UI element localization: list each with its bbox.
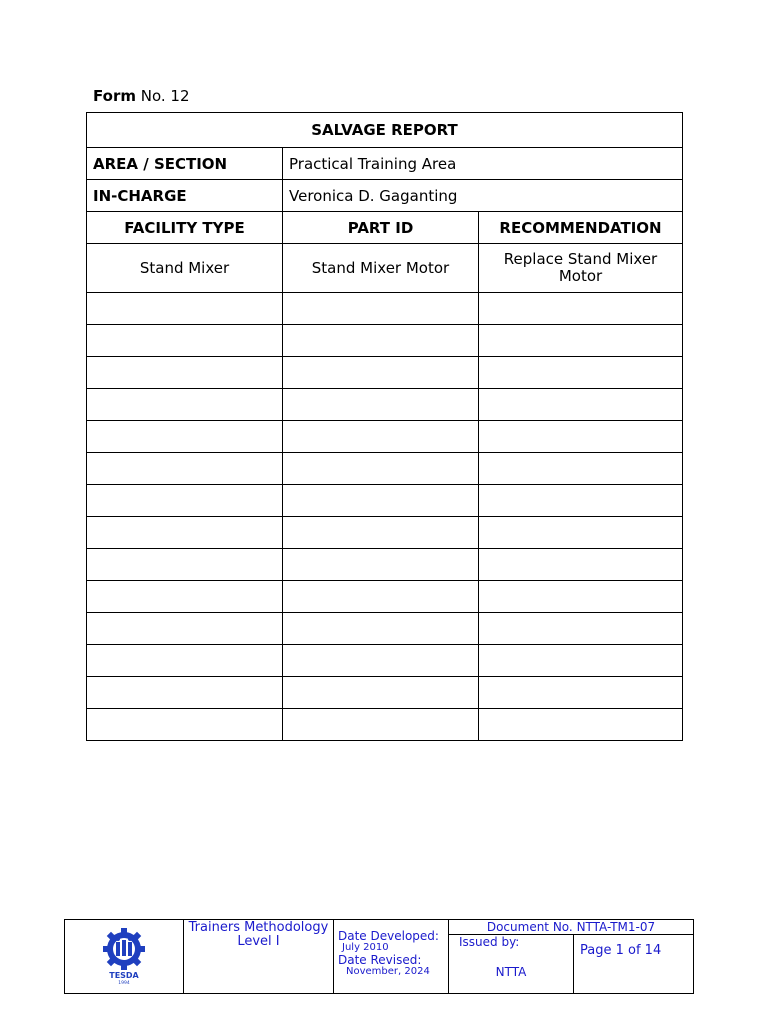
in-charge-value: Veronica D. Gaganting <box>283 180 683 212</box>
document-number: Document No. NTTA-TM1-07 <box>449 920 694 935</box>
empty-cell <box>87 453 283 485</box>
empty-cell <box>87 613 283 645</box>
empty-table-row <box>87 293 683 325</box>
empty-cell <box>283 357 479 389</box>
program-title: Trainers Methodology Level I <box>184 920 334 994</box>
empty-cell <box>87 581 283 613</box>
date-developed-label: Date Developed: <box>338 929 439 943</box>
form-number <box>93 87 190 105</box>
empty-table-row <box>87 613 683 645</box>
empty-cell <box>283 709 479 741</box>
empty-cell <box>479 677 683 709</box>
empty-cell <box>479 549 683 581</box>
empty-cell <box>479 709 683 741</box>
part-id-cell: Stand Mixer Motor <box>283 244 479 293</box>
empty-cell <box>87 549 283 581</box>
empty-cell <box>479 645 683 677</box>
area-section-label: AREA / SECTION <box>87 148 283 180</box>
empty-cell <box>87 421 283 453</box>
empty-cell <box>283 485 479 517</box>
tesda-logo <box>65 920 184 994</box>
empty-cell <box>479 357 683 389</box>
empty-cell <box>87 517 283 549</box>
empty-table-row <box>87 549 683 581</box>
empty-table-row <box>87 325 683 357</box>
recommendation-cell: Replace Stand Mixer Motor <box>479 244 683 293</box>
empty-cell <box>283 517 479 549</box>
empty-cell <box>87 485 283 517</box>
report-title: SALVAGE REPORT <box>87 113 683 148</box>
empty-table-row <box>87 389 683 421</box>
empty-cell <box>87 677 283 709</box>
empty-cell <box>87 645 283 677</box>
empty-table-row <box>87 581 683 613</box>
empty-cell <box>283 389 479 421</box>
form-number-value: No. 12 <box>140 87 190 105</box>
dates-cell <box>334 920 449 994</box>
empty-table-row <box>87 357 683 389</box>
salvage-report-table <box>86 112 683 741</box>
empty-table-row <box>87 645 683 677</box>
tesda-gear-icon <box>99 926 149 984</box>
empty-cell <box>479 453 683 485</box>
date-revised-label: Date Revised: <box>338 953 422 967</box>
empty-cell <box>479 293 683 325</box>
empty-cell <box>479 613 683 645</box>
empty-table-row <box>87 485 683 517</box>
empty-cell <box>283 453 479 485</box>
logo-text: TESDA <box>109 970 139 980</box>
empty-cell <box>283 677 479 709</box>
empty-cell <box>479 325 683 357</box>
empty-cell <box>283 645 479 677</box>
empty-cell <box>283 325 479 357</box>
empty-cell <box>87 293 283 325</box>
column-header-part-id: PART ID <box>283 212 479 244</box>
empty-cell <box>87 357 283 389</box>
issued-by-label: Issued by: <box>459 935 520 949</box>
in-charge-label: IN-CHARGE <box>87 180 283 212</box>
column-header-recommendation: RECOMMENDATION <box>479 212 683 244</box>
empty-cell <box>283 421 479 453</box>
empty-cell <box>87 709 283 741</box>
empty-cell <box>87 389 283 421</box>
issued-by-value: NTTA <box>495 965 527 979</box>
empty-table-row <box>87 421 683 453</box>
document-footer <box>64 919 694 994</box>
empty-table-row <box>87 453 683 485</box>
column-header-facility-type: FACILITY TYPE <box>87 212 283 244</box>
empty-cell <box>479 485 683 517</box>
empty-table-row <box>87 677 683 709</box>
form-label: Form <box>93 87 136 105</box>
empty-cell <box>283 549 479 581</box>
facility-type-cell: Stand Mixer <box>87 244 283 293</box>
empty-cell <box>479 421 683 453</box>
empty-table-row <box>87 517 683 549</box>
date-revised-value: November, 2024 <box>346 966 430 977</box>
area-section-value: Practical Training Area <box>283 148 683 180</box>
empty-cell <box>283 581 479 613</box>
empty-cell <box>283 613 479 645</box>
empty-cell <box>479 389 683 421</box>
empty-cell <box>479 581 683 613</box>
empty-cell <box>87 325 283 357</box>
empty-table-row <box>87 709 683 741</box>
logo-year: 1994 <box>118 980 130 984</box>
issued-by-cell <box>449 935 574 994</box>
empty-cell <box>479 517 683 549</box>
empty-cell <box>283 293 479 325</box>
page-number: Page 1 of 14 <box>574 935 694 994</box>
date-developed-value: July 2010 <box>342 942 389 953</box>
table-row <box>87 244 683 293</box>
